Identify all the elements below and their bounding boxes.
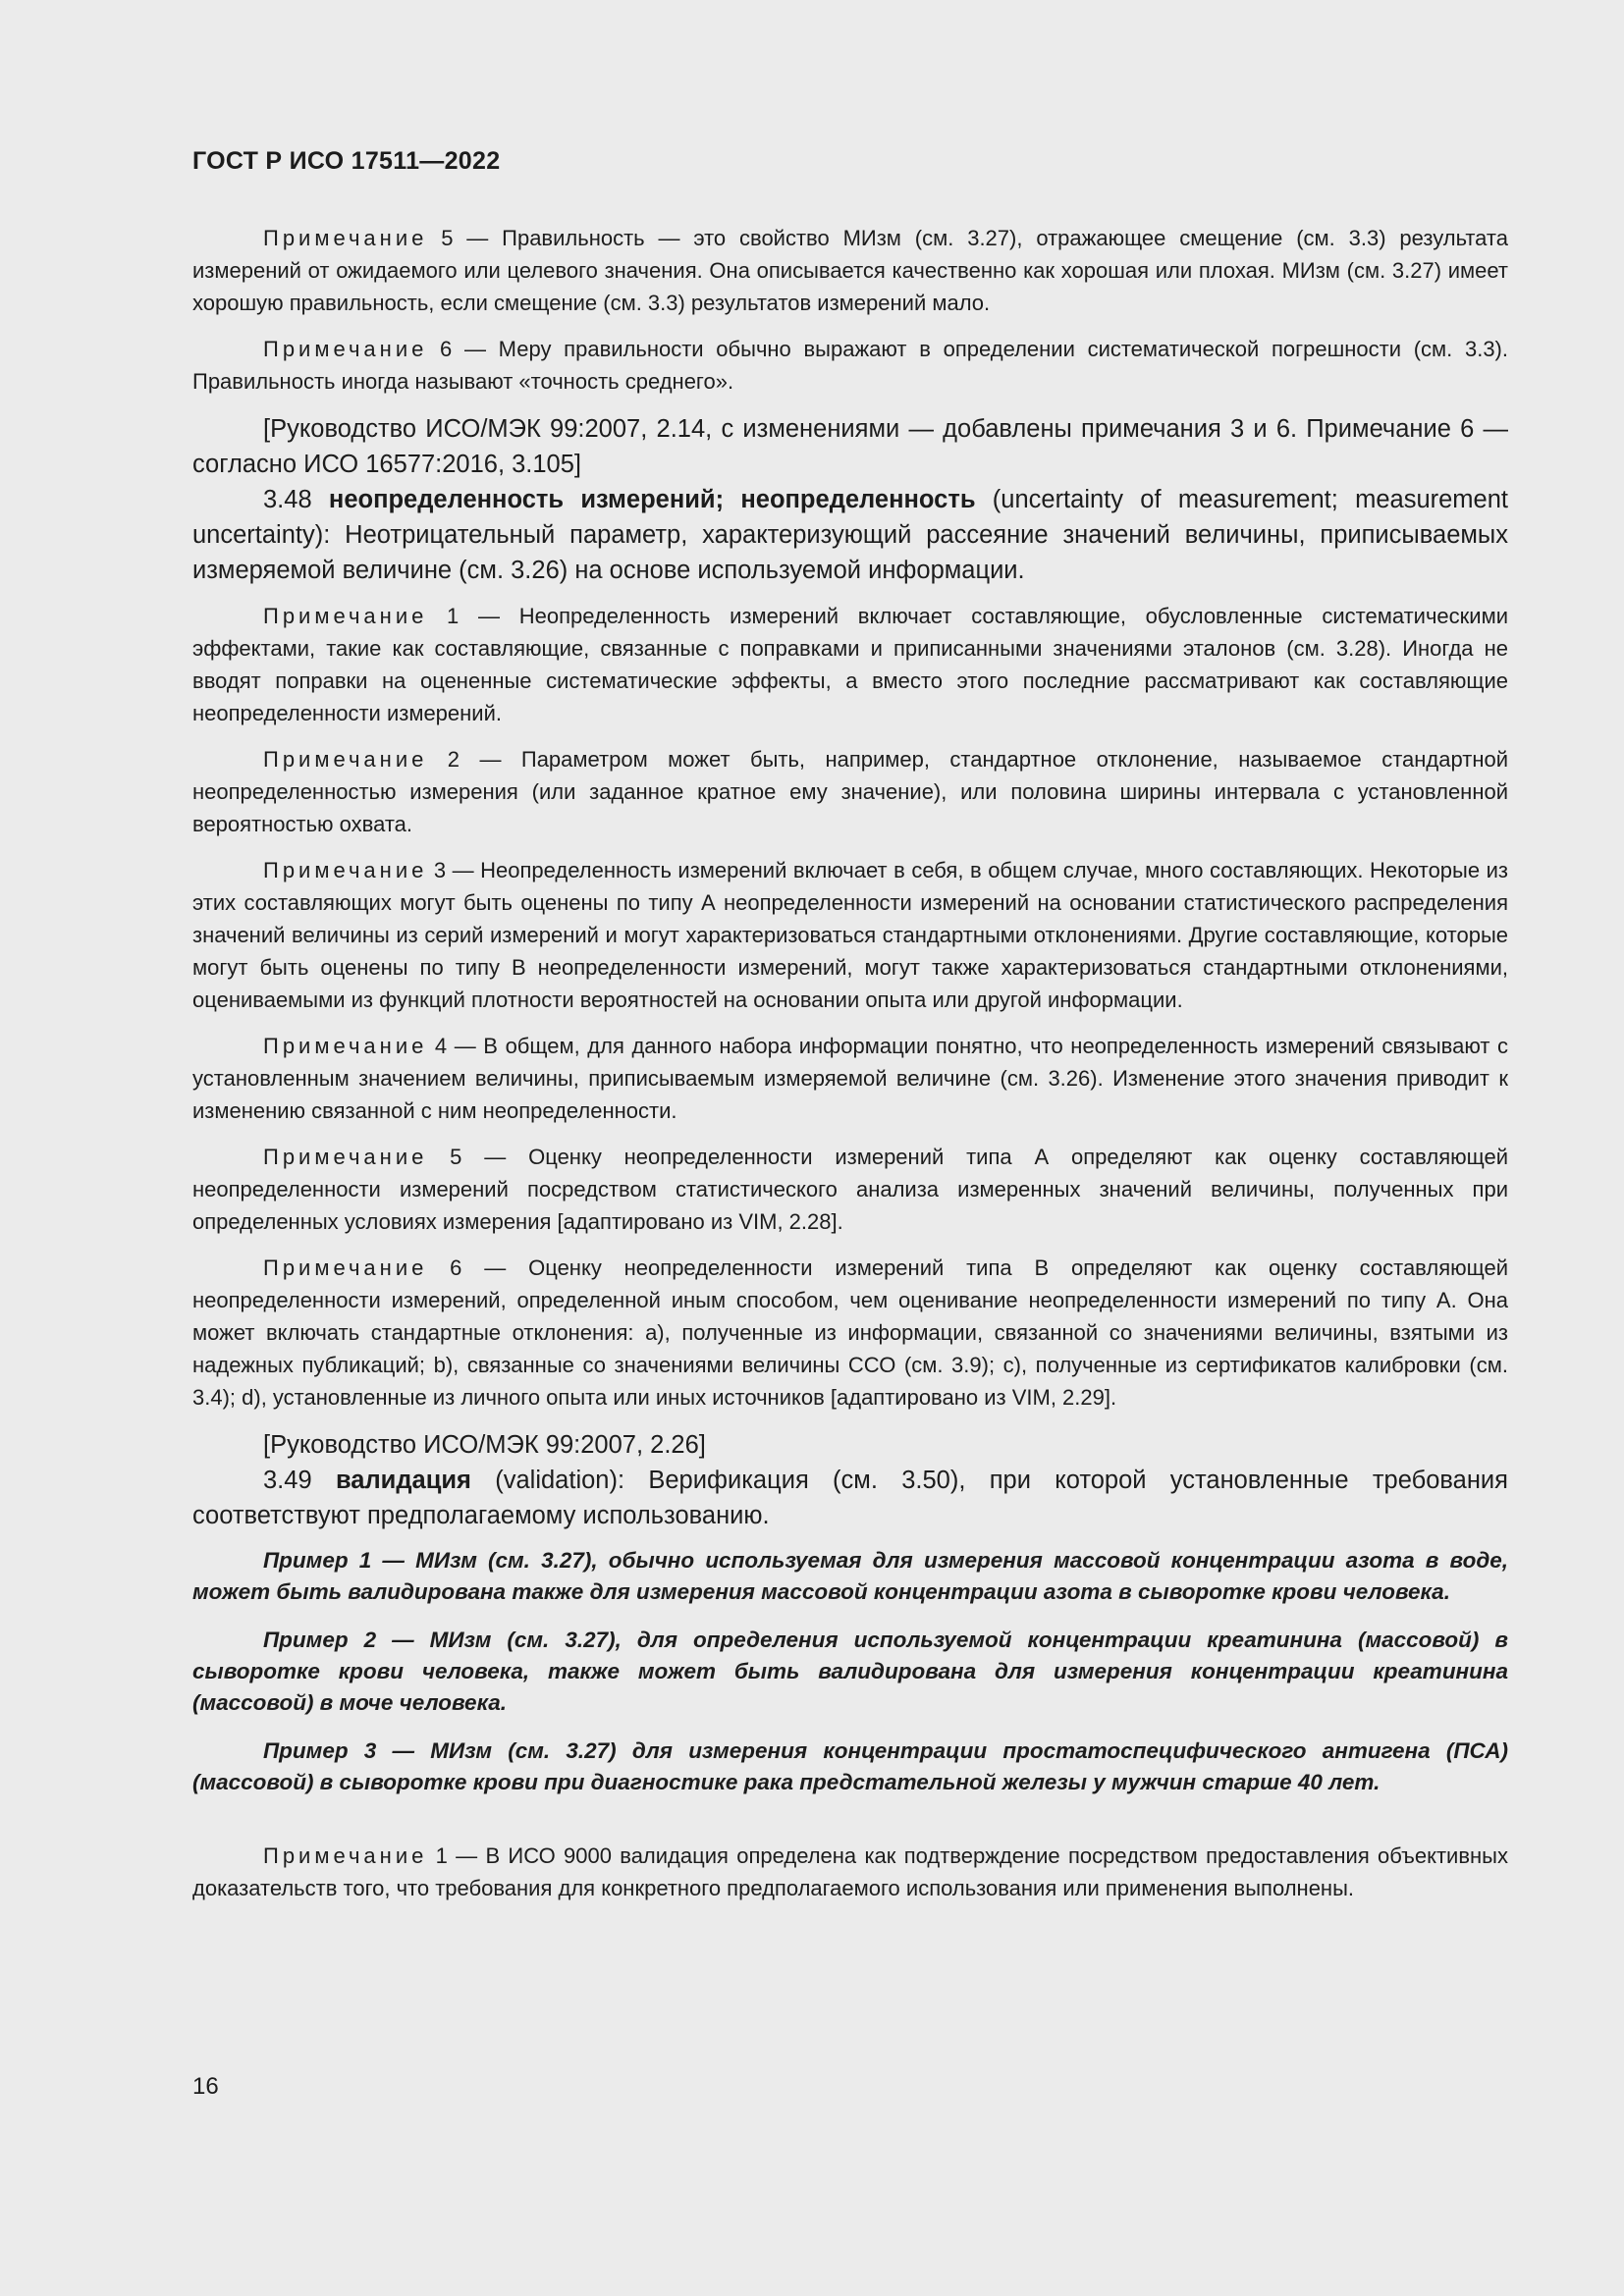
- source-reference: [Руководство ИСО/МЭК 99:2007, 2.26]: [263, 1431, 706, 1459]
- note-paragraph: [192, 743, 1508, 840]
- document-body: [192, 222, 1508, 1918]
- term-text: (uncertainty of measurement; measurement uncertainty): Неотрицательный параметр, характеризующий рассеяние значений величины, приписываемых измеряемой величине (см. 3.26) на основе используемой информации.: [192, 486, 1508, 584]
- note-text: 1 — В ИСО 9000 валидация определена как подтверждение посредством предоставления объективных доказательств того, что требования для конкретного предполагаемого использования или применения выполнены.: [192, 1843, 1508, 1900]
- note-label: Примечание: [263, 1255, 428, 1280]
- page-number: 16: [192, 2073, 219, 2100]
- note-label: Примечание: [263, 1145, 428, 1169]
- note-text: 5 — Оценку неопределенности измерений типа А определяют как оценку составляющей неопределенности измерений посредством статистического анализа измеренных значений величины, полученных при определенных условиях измерения [адаптировано из VIM, 2.28].: [192, 1145, 1508, 1234]
- note-paragraph: [192, 1141, 1508, 1238]
- note-label: Примечание: [263, 604, 428, 628]
- note-label: Примечание: [263, 226, 428, 250]
- example-paragraph: Пример 2 — МИзм (см. 3.27), для определения используемой концентрации креатинина (массовой) в сыворотке крови человека, также может быть валидирована для измерения концентрации креатинина (массовой) в моче человека.: [192, 1628, 1508, 1715]
- note-text: 6 — Меру правильности обычно выражают в определении систематической погрешности (см. 3.3). Правильность иногда называют «точность среднего».: [192, 337, 1508, 394]
- note-label: Примечание: [263, 858, 428, 882]
- term-name: валидация: [335, 1467, 471, 1494]
- note-text: 3 — Неопределенность измерений включает в себя, в общем случае, много составляющих. Некоторые из этих составляющих могут быть оценены по типу А неопределенности измерений на основании статистического распределения значений величины из серий измерений и могут характеризоваться стандартными отклонениями. Другие составляющие, которые могут быть оценены по типу В неопределенности измерений, могут также характеризоваться стандартными отклонениями, оцениваемыми из функций плотности вероятностей на основании опыта или другой информации.: [192, 858, 1508, 1012]
- source-reference: [Руководство ИСО/МЭК 99:2007, 2.14, с изменениями — добавлены примечания 3 и 6. Примечание 6 — согласно ИСО 16577:2016, 3.105]: [192, 415, 1508, 478]
- note-label: Примечание: [263, 337, 428, 361]
- term-name: неопределенность измерений; неопределенность: [328, 486, 976, 513]
- note-text: 5 — Правильность — это свойство МИзм (см. 3.27), отражающее смещение (см. 3.3) результата измерений от ожидаемого или целевого значения. Она описывается качественно как хорошая или плохая. МИзм (см. 3.27) имеет хорошую правильность, если смещение (см. 3.3) результатов измерений мало.: [192, 226, 1508, 315]
- note-text: 1 — Неопределенность измерений включает составляющие, обусловленные систематическими эффектами, такие как составляющие, связанные с поправками и приписанными значениями эталонов (см. 3.28). Иногда не вводят поправки на оцененные систематические эффекты, а вместо этого последние рассматривают как составляющие неопределенности измерений.: [192, 604, 1508, 725]
- term-number: 3.48: [263, 486, 329, 513]
- note-text: 6 — Оценку неопределенности измерений типа В определяют как оценку составляющей неопределенности измерений, определенной иным способом, чем оценивание неопределенности измерений по типу А. Она может включать стандартные отклонения: a), полученные из информации, связанной со значениями величины, взятыми из надежных публикаций; b), связанные со значениями величины ССО (см. 3.9); c), полученные из сертификатов калибровки (см. 3.4); d), установленные из личного опыта или иных источников [адаптировано из VIM, 2.29].: [192, 1255, 1508, 1410]
- note-paragraph: [192, 1840, 1508, 1904]
- term-definition: [192, 1463, 1508, 1533]
- term-text: (validation): Верификация (см. 3.50), при которой установленные требования соответствуют предполагаемому использованию.: [192, 1467, 1508, 1529]
- note-label: Примечание: [263, 1034, 428, 1058]
- note-paragraph: [192, 333, 1508, 398]
- note-label: Примечание: [263, 1843, 428, 1868]
- term-definition: [192, 482, 1508, 588]
- term-number: 3.49: [263, 1467, 336, 1494]
- document-header: ГОСТ Р ИСО 17511—2022: [192, 147, 501, 175]
- note-text: 2 — Параметром может быть, например, стандартное отклонение, называемое стандартной неопределенностью измерения (или заданное кратное ему значение), или половина ширины интервала с установленной вероятностью охвата.: [192, 747, 1508, 836]
- note-paragraph: [192, 600, 1508, 729]
- note-paragraph: [192, 1252, 1508, 1414]
- note-label: Примечание: [263, 747, 428, 772]
- note-paragraph: [192, 854, 1508, 1016]
- note-text: 4 — В общем, для данного набора информации понятно, что неопределенность измерений связывают с установленным значением величины, приписываемым измеряемой величине (см. 3.26). Изменение этого значения приводит к изменению связанной с ним неопределенности.: [192, 1034, 1508, 1123]
- note-paragraph: [192, 1030, 1508, 1127]
- example-paragraph: Пример 3 — МИзм (см. 3.27) для измерения концентрации простатоспецифического антигена (ПСА) (массовой) в сыворотке крови при диагностике рака предстательной железы у мужчин старше 40 лет.: [192, 1738, 1508, 1794]
- example-paragraph: Пример 1 — МИзм (см. 3.27), обычно используемая для измерения массовой концентрации азота в воде, может быть валидирована также для измерения массовой концентрации азота в сыворотке крови человека.: [192, 1548, 1508, 1604]
- note-paragraph: [192, 222, 1508, 319]
